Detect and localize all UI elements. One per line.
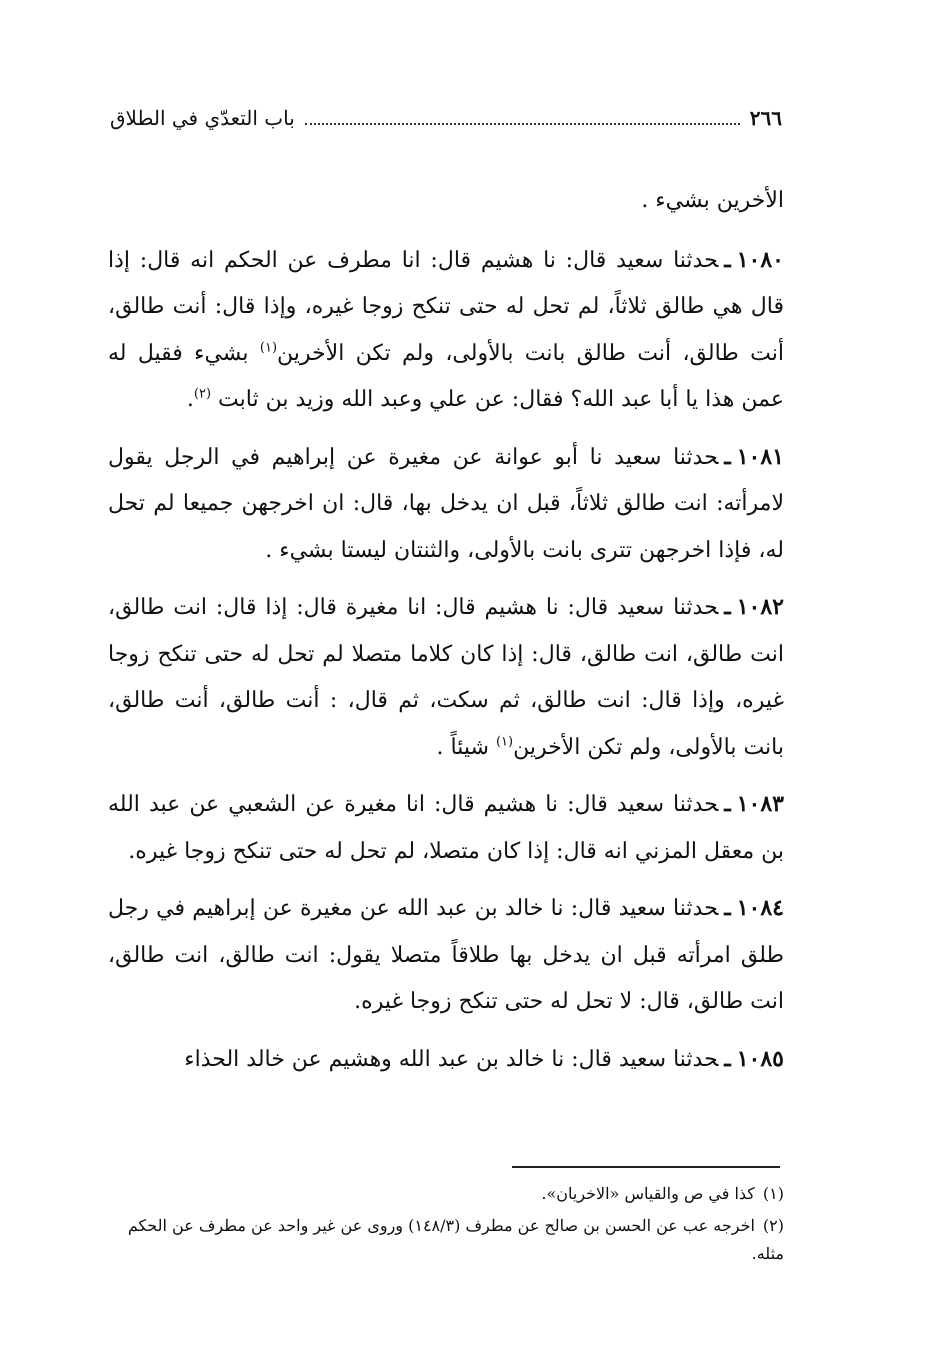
hadith-paragraph-1085 bbox=[108, 1036, 784, 1084]
main-text bbox=[108, 178, 784, 1093]
hadith-text: حدثنا سعيد نا أبو عوانة عن مغيرة عن إبراهيم في الرجل يقول لامرأته: انت طالق ثلاثاً، قبل ان يدخل بها، قال: ان اخرجهن جميعا لم تحل له، فإذا اخرجهن تترى بانت بالأولى، والثنتان ليستا بشيء . bbox=[108, 444, 784, 563]
hadith-number: ١٠٨٣ bbox=[736, 791, 784, 817]
hadith-paragraph-1081 bbox=[108, 434, 784, 575]
footnote-separator bbox=[512, 1166, 780, 1168]
hadith-number: ١٠٨٤ bbox=[736, 895, 784, 921]
hadith-number: ١٠٨١ bbox=[736, 443, 784, 470]
hadith-dash: ـ bbox=[724, 594, 731, 620]
paragraph-text: الأخرين بشيء . bbox=[641, 188, 784, 213]
hadith-paragraph-1084 bbox=[108, 885, 784, 1026]
footnote-reference: (٢) bbox=[193, 386, 212, 402]
footnote-text: كذا في ص والقياس «الاخريان». bbox=[541, 1184, 755, 1203]
footnote-1 bbox=[108, 1180, 784, 1208]
hadith-number: ١٠٨٠ bbox=[736, 246, 784, 273]
hadith-text-continued: شيئاً . bbox=[436, 734, 489, 760]
paragraph-continuation bbox=[108, 178, 784, 225]
hadith-number: ١٠٨٥ bbox=[736, 1045, 784, 1072]
hadith-paragraph-1083 bbox=[108, 781, 784, 875]
footnote-reference: (١) bbox=[259, 340, 278, 356]
hadith-text: حدثنا سعيد قال: نا هشيم قال: انا مغيرة قال: إذا قال: انت طالق، انت طالق، انت طالق، قال: إذا كان كلاما متصلا لم تحل له حتى تنكح زوجا غيره، وإذا قال: انت طالق، ثم سكت، ثم قال، : أنت طالق، أنت طالق، بانت بالأولى، ولم تكن الأخرين bbox=[108, 595, 784, 760]
footnote-reference: (١) bbox=[495, 734, 514, 750]
hadith-paragraph-1080 bbox=[108, 237, 784, 424]
hadith-text: حدثنا سعيد قال: نا هشيم قال: انا مطرف عن الحكم انه قال: إذا قال هي طالق ثلاثاً، لم تحل له حتى تنكح زوجا غيره، وإذا قال: أنت طالق، أنت طالق، أنت طالق بانت بالأولى، ولم تكن الأخرين bbox=[108, 247, 784, 366]
page-number: ٢٦٦ bbox=[749, 106, 782, 130]
hadith-number: ١٠٨٢ bbox=[736, 594, 784, 620]
hadith-dash: ـ bbox=[724, 246, 731, 273]
hadith-dash: ـ bbox=[724, 895, 731, 921]
page-header bbox=[110, 100, 782, 136]
hadith-text-continued: بشيء فقيل له عمن هذا يا أبا عبد الله؟ فقال: عن علي وعبد الله وزيد بن ثابت bbox=[108, 340, 784, 412]
hadith-dash: ـ bbox=[724, 1045, 731, 1072]
hadith-paragraph-1082 bbox=[108, 584, 784, 771]
footnote-text: اخرجه عب عن الحسن بن صالح عن مطرف (١٤٨/٣) وروى عن غير واحد عن مطرف عن الحكم مثله. bbox=[127, 1216, 784, 1263]
header-dotted-leader bbox=[305, 123, 740, 125]
hadith-text: حدثنا سعيد قال: نا هشيم قال: انا مغيرة عن الشعبي عن عبد الله بن معقل المزني انه قال: إذا كان متصلا، لم تحل له حتى تنكح زوجا غيره. bbox=[108, 792, 784, 864]
hadith-dash: ـ bbox=[724, 791, 731, 817]
footnote-2 bbox=[108, 1212, 784, 1268]
footnotes bbox=[108, 1180, 784, 1272]
hadith-dash: ـ bbox=[724, 443, 731, 470]
footnote-marker: (١) bbox=[762, 1184, 784, 1203]
footnote-marker: (٢) bbox=[762, 1216, 784, 1235]
hadith-text: حدثنا سعيد قال: نا خالد بن عبد الله عن مغيرة عن إبراهيم في رجل طلق امرأته قبل ان يدخل بها طلاقاً متصلا يقول: انت طالق، انت طالق، انت طالق، قال: لا تحل له حتى تنكح زوجا غيره. bbox=[108, 896, 784, 1014]
hadith-text: حدثنا سعيد قال: نا خالد بن عبد الله وهشيم عن خالد الحذاء bbox=[184, 1046, 719, 1072]
running-title: باب التعدّي في الطلاق bbox=[110, 106, 295, 130]
hadith-text-end: . bbox=[186, 387, 194, 412]
